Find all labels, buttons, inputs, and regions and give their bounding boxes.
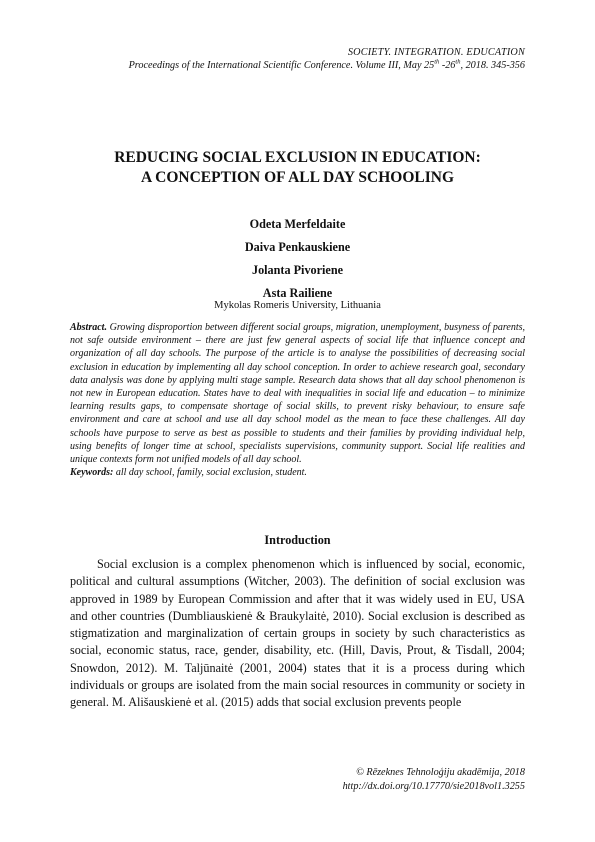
author-name: Odeta Merfeldaite xyxy=(249,217,346,231)
section-heading-introduction: Introduction xyxy=(264,533,331,547)
paper-title xyxy=(60,148,535,188)
author-name: Daiva Penkauskiene xyxy=(244,240,351,254)
title-line-1: REDUCING SOCIAL EXCLUSION IN EDUCATION: xyxy=(114,149,481,166)
affiliation: Mykolas Romeris University, Lithuania xyxy=(214,300,381,311)
proceedings-prefix: Proceedings of the International Scientific Conference. Volume III, May 25 xyxy=(128,60,435,71)
introduction-paragraph: Social exclusion is a complex phenomenon which is influenced by social, economic, political and cultural assumptions (Witcher, 2003). The definition of social exclusion was approved in 1989 by European Commission and after that it was widely used in EU, USA and other countries (Dumbliauskienė & Braukylaitė, 2010). Social exclusion is described as stigmatization and marginalization of certain groups in society by such characteristics as social, economic status, race, gender, disability, etc. (Hill, Davis, Prout, & Tisdall, 2004; Snowdon, 2012). M. Taljūnaitė (2001, 2004) states that it is a process during which individuals or groups are isolated from the main social resources in community or society in general. M. Ališauskienė et al. (2015) adds that social exclusion prevents people xyxy=(70,557,525,710)
author-name: Asta Railiene xyxy=(262,286,333,300)
superscript-th: th xyxy=(455,58,461,66)
author-list xyxy=(60,213,535,312)
proceedings-line xyxy=(129,59,525,72)
keywords-text: all day school, family, social exclusion, student. xyxy=(113,467,307,479)
superscript-th: th xyxy=(434,58,440,66)
journal-name: SOCIETY. INTEGRATION. EDUCATION xyxy=(347,47,525,58)
abstract xyxy=(70,321,525,479)
abstract-text: Growing disproportion between different social groups, migration, unemployment, busyness of parents, not safe outside environment – there are just few general aspects of social life that influence concept and organization of all day schools. The purpose of the article is to analyse the possibilities of decreasing social exclusion in education by implementing all day school conception. In order to achieve research goal, secondary data analysis was done by applying multi stage sample. Research data shows that all day school phenomenon is not new in European education. States have to deal with inequalities in social life and education – to minimize learning results gaps, to compensate shortage of social skills, to prevent risky behaviour, to ensure safe environment and care at school and use all day school model as the mean to face these challenges. All day schools have purpose to serve as best as possible to students and their families by providing individual help, using benefits of longer time at school, specialists supervisions, community support. Social life realities and unique contexts form not unified models of all day school. xyxy=(70,322,525,466)
author-name: Jolanta Pivoriene xyxy=(251,263,344,277)
keywords-label: Keywords: xyxy=(70,467,114,479)
title-line-2: A CONCEPTION OF ALL DAY SCHOOLING xyxy=(140,169,455,186)
doi-link[interactable]: http://dx.doi.org/10.17770/sie2018vol1.3255 xyxy=(342,780,525,792)
copyright-notice: © Rēzeknes Tehnoloģiju akadēmija, 2018 xyxy=(356,767,525,778)
running-head xyxy=(129,46,525,72)
abstract-label: Abstract. xyxy=(70,322,107,333)
proceedings-suffix: , 2018. 345-356 xyxy=(460,60,525,71)
footer xyxy=(343,766,525,793)
proceedings-mid: -26 xyxy=(439,60,456,71)
